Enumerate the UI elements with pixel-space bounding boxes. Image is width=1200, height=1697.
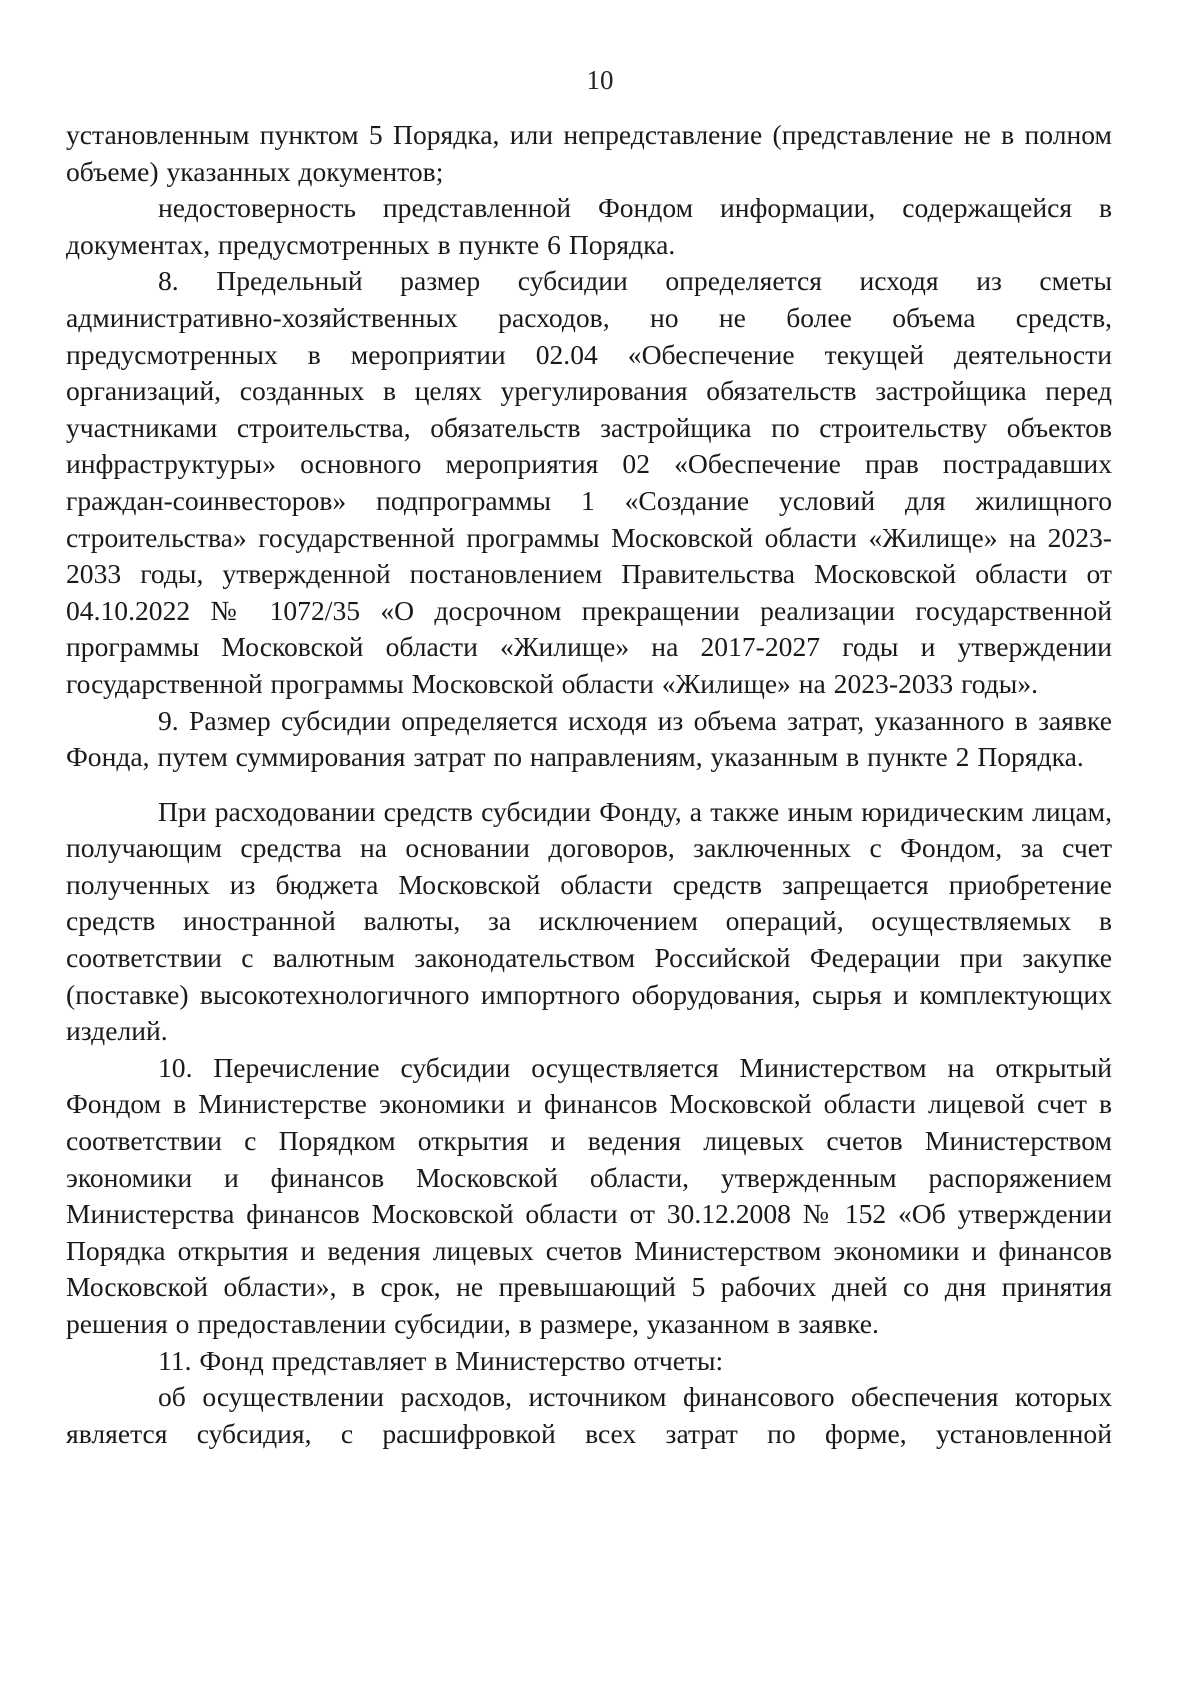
paragraph-currency-restriction: При расходовании средств субсидии Фонду, а также иным юридическим лицам, получающим средства на основании договоров, заключенных с Фондом, за счет полученных из бюджета Московской области средств запрещается приобретение средств иностранной валюты, за исключением операций, осуществляемых в соответствии с валютным законодательством Российской Федерации при закупке (поставке) высокотехнологичного импортного оборудования, сырья и комплектующих изделий. bbox=[66, 795, 1112, 1047]
document-body bbox=[66, 117, 1112, 1452]
paragraph-inaccuracy: недостоверность представленной Фондом информации, содержащейся в документах, предусмотренных в пункте 6 Порядка. bbox=[66, 192, 1112, 260]
page-number: 10 bbox=[586, 65, 614, 95]
paragraph-continuation: установленным пунктом 5 Порядка, или непредставление (представление не в полном объеме) указанных документов; bbox=[66, 119, 1112, 187]
paragraph-item-11: 11. Фонд представляет в Министерство отчеты: bbox=[158, 1344, 724, 1376]
paragraph-item-10: 10. Перечисление субсидии осуществляется Министерством на открытый Фондом в Министерстве экономики и финансов Московской области лицевой счет в соответствии с Порядком открытия и ведения лицевых счетов Министерством экономики и финансов Московской области, утвержденным распоряжением Министерства финансов Московской области от 30.12.2008 № 152 «Об утверждении Порядка открытия и ведения лицевых счетов Министерством экономики и финансов Московской области», в срок, не превышающий 5 рабочих дней со дня принятия решения о предоставлении субсидии, в размере, указанном в заявке. bbox=[66, 1051, 1112, 1339]
paragraph-item-9: 9. Размер субсидии определяется исходя из объема затрат, указанного в заявке Фонда, путем суммирования затрат по направлениям, указанным в пункте 2 Порядка. bbox=[66, 704, 1112, 773]
paragraph-item-8: 8. Предельный размер субсидии определяется исходя из сметы административно-хозяйственных расходов, но не более объема средств, предусмотренных в мероприятии 02.04 «Обеспечение текущей деятельности организаций, созданных в целях урегулирования обязательств застройщика перед участниками строительства, обязательств застройщика по строительству объектов инфраструктуры» основного мероприятия 02 «Обеспечение прав пострадавших граждан-соинвесторов» подпрограммы 1 «Создание условий для жилищного строительства» государственной программы Московской области «Жилище» на 2023-2033 годы, утвержденной постановлением Правительства Московской области от 04.10.2022 № 1072/35 «О досрочном прекращении реализации государственной программы Московской области «Жилище» на 2017-2027 годы и утверждении государственной программы Московской области «Жилище» на 2023-2033 годы». bbox=[66, 265, 1112, 699]
paragraph-reports: об осуществлении расходов, источником финансового обеспечения которых является субсидия, с расшифровкой всех затрат по форме, установленной bbox=[66, 1381, 1112, 1449]
